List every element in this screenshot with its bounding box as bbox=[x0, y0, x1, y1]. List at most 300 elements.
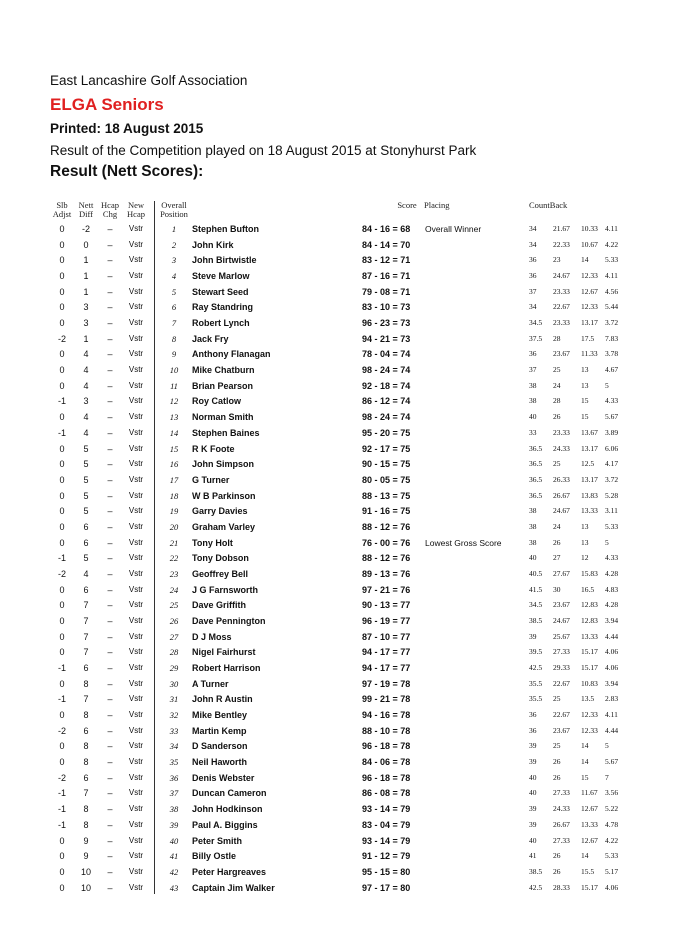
row-hcap-chg: – bbox=[107, 506, 113, 517]
countback-2: 26 bbox=[553, 851, 561, 861]
organisation-name: East Lancashire Golf Association bbox=[50, 73, 248, 88]
row-position: 21 bbox=[169, 537, 179, 548]
row-nett-diff: 5 bbox=[83, 474, 89, 485]
countback-2: 22.33 bbox=[553, 239, 570, 249]
row-new-hcap: Vstr bbox=[128, 741, 144, 751]
row-position: 29 bbox=[169, 663, 179, 674]
row-position: 30 bbox=[169, 678, 179, 689]
row-nett-diff: 8 bbox=[83, 819, 89, 830]
row-score: 84 - 06 = 78 bbox=[362, 757, 411, 768]
row-score: 83 - 04 = 79 bbox=[362, 819, 411, 830]
row-new-hcap: Vstr bbox=[128, 333, 144, 343]
row-new-hcap: Vstr bbox=[128, 835, 144, 845]
row-adjust: -2 bbox=[57, 772, 66, 783]
row-adjust: 0 bbox=[59, 851, 65, 862]
row-hcap-chg: – bbox=[107, 804, 113, 815]
row-hcap-chg: – bbox=[107, 851, 113, 862]
table-row bbox=[0, 505, 675, 521]
row-nett-diff: 10 bbox=[80, 882, 91, 893]
row-position: 34 bbox=[169, 741, 179, 752]
row-hcap-chg: – bbox=[107, 882, 113, 893]
row-nett-diff: 8 bbox=[83, 741, 89, 752]
row-position: 33 bbox=[169, 725, 179, 736]
row-adjust: 0 bbox=[59, 521, 65, 532]
table-row bbox=[0, 254, 675, 270]
row-nett-diff: 4 bbox=[83, 380, 89, 391]
row-score: 83 - 12 = 71 bbox=[362, 255, 411, 266]
countback-2: 30 bbox=[553, 584, 561, 594]
row-score: 88 - 13 = 75 bbox=[362, 490, 411, 501]
row-adjust: -1 bbox=[57, 819, 66, 830]
table-row bbox=[0, 348, 675, 364]
row-position: 5 bbox=[171, 286, 177, 297]
col-header-hcap-chg bbox=[99, 201, 121, 219]
countback-4: 4.56 bbox=[605, 286, 619, 296]
row-position: 42 bbox=[169, 866, 179, 877]
row-nett-diff: 7 bbox=[83, 616, 89, 626]
row-adjust: -1 bbox=[57, 788, 66, 799]
row-nett-diff: 5 bbox=[83, 506, 89, 517]
countback-2: 29.33 bbox=[553, 663, 570, 673]
countback-1: 34.5 bbox=[529, 600, 543, 610]
countback-2: 27.67 bbox=[553, 568, 570, 578]
row-position: 43 bbox=[169, 882, 179, 893]
player-name: D J Moss bbox=[192, 631, 232, 642]
player-name: Duncan Cameron bbox=[192, 788, 267, 799]
row-hcap-chg: – bbox=[107, 318, 113, 329]
row-adjust: 0 bbox=[59, 443, 65, 454]
row-adjust: 0 bbox=[59, 647, 65, 658]
row-position: 11 bbox=[170, 380, 178, 391]
table-row bbox=[0, 270, 675, 286]
player-name: Garry Davies bbox=[192, 506, 248, 517]
player-name: Dave Pennington bbox=[192, 616, 266, 626]
row-hcap-chg: – bbox=[107, 772, 113, 783]
countback-4: 5.28 bbox=[605, 490, 619, 500]
countback-2: 25 bbox=[553, 741, 561, 751]
row-score: 87 - 10 = 77 bbox=[362, 631, 411, 642]
row-position: 2 bbox=[171, 239, 177, 250]
page-title: ELGA Seniors bbox=[50, 95, 164, 114]
countback-1: 38 bbox=[529, 380, 537, 390]
row-score: 97 - 19 = 78 bbox=[362, 678, 411, 689]
player-name: Ray Standring bbox=[192, 302, 254, 313]
row-position: 14 bbox=[169, 427, 179, 438]
player-name: Captain Jim Walker bbox=[192, 882, 275, 893]
row-score: 93 - 14 = 79 bbox=[362, 804, 411, 815]
player-name: John R Austin bbox=[192, 694, 253, 705]
row-nett-diff: 4 bbox=[83, 349, 89, 360]
countback-3: 14 bbox=[581, 255, 589, 265]
row-score: 84 - 14 = 70 bbox=[362, 239, 411, 250]
table-row bbox=[0, 787, 675, 803]
row-hcap-chg: – bbox=[107, 427, 113, 438]
row-score: 96 - 23 = 73 bbox=[362, 318, 411, 329]
row-nett-diff: 1 bbox=[83, 333, 89, 344]
countback-3: 12.67 bbox=[581, 286, 598, 296]
col-header-nett-diff-text bbox=[75, 201, 97, 219]
countback-3: 13.17 bbox=[581, 318, 598, 328]
countback-2: 26 bbox=[553, 537, 561, 547]
table-row bbox=[0, 568, 675, 584]
row-nett-diff: 1 bbox=[83, 271, 89, 282]
player-name: John Hodkinson bbox=[192, 804, 263, 815]
row-hcap-chg: – bbox=[107, 239, 113, 250]
table-row bbox=[0, 286, 675, 302]
countback-1: 34 bbox=[529, 239, 537, 249]
countback-4: 5.22 bbox=[605, 804, 619, 814]
countback-3: 15.83 bbox=[581, 568, 598, 578]
countback-4: 4.17 bbox=[605, 459, 619, 469]
row-score: 84 - 16 = 68 bbox=[362, 224, 411, 234]
row-score: 88 - 12 = 76 bbox=[362, 521, 411, 532]
row-adjust: 0 bbox=[59, 365, 65, 376]
player-name: John Birtwistle bbox=[192, 255, 257, 266]
player-name: Jack Fry bbox=[192, 333, 229, 344]
row-adjust: 0 bbox=[59, 584, 65, 595]
countback-4: 3.56 bbox=[605, 788, 619, 798]
countback-2: 23.67 bbox=[553, 725, 570, 735]
countback-4: 5 bbox=[605, 741, 609, 751]
row-nett-diff: 5 bbox=[83, 443, 89, 454]
row-position: 35 bbox=[169, 757, 179, 768]
row-score: 99 - 21 = 78 bbox=[362, 694, 411, 705]
countback-2: 28 bbox=[553, 396, 561, 406]
table-row bbox=[0, 772, 675, 788]
countback-3: 14 bbox=[581, 851, 589, 861]
row-hcap-chg: – bbox=[107, 412, 113, 423]
row-adjust: -2 bbox=[57, 725, 66, 736]
countback-2: 28.33 bbox=[553, 882, 570, 892]
row-score: 89 - 13 = 76 bbox=[362, 568, 411, 579]
row-position: 28 bbox=[169, 647, 179, 658]
countback-2: 24 bbox=[553, 521, 561, 531]
countback-3: 13.83 bbox=[581, 490, 598, 500]
countback-4: 5 bbox=[605, 380, 609, 390]
countback-2: 22.67 bbox=[553, 710, 570, 720]
table-row bbox=[0, 819, 675, 835]
table-row bbox=[0, 521, 675, 537]
countback-1: 36.5 bbox=[529, 459, 543, 469]
col-header-nett-diff bbox=[75, 201, 97, 219]
table-row bbox=[0, 662, 675, 678]
row-score: 93 - 14 = 79 bbox=[362, 835, 411, 846]
row-new-hcap: Vstr bbox=[128, 459, 144, 469]
row-hcap-chg: – bbox=[107, 443, 113, 454]
row-score: 94 - 16 = 78 bbox=[362, 710, 411, 721]
countback-1: 34 bbox=[529, 302, 537, 312]
row-hcap-chg: – bbox=[107, 553, 113, 564]
countback-2: 25 bbox=[553, 365, 561, 375]
player-name: Nigel Fairhurst bbox=[192, 647, 256, 658]
row-score: 76 - 00 = 76 bbox=[362, 537, 411, 548]
row-hcap-chg: – bbox=[107, 286, 113, 297]
row-position: 24 bbox=[169, 584, 179, 595]
row-new-hcap: Vstr bbox=[128, 772, 144, 782]
row-hcap-chg: – bbox=[107, 788, 113, 799]
countback-4: 4.22 bbox=[605, 239, 619, 249]
row-position: 8 bbox=[171, 333, 177, 344]
row-position: 27 bbox=[169, 631, 179, 642]
player-name: Martin Kemp bbox=[192, 725, 247, 736]
row-nett-diff: 7 bbox=[83, 600, 89, 611]
countback-4: 4.33 bbox=[605, 553, 619, 563]
row-nett-diff: 3 bbox=[83, 396, 89, 407]
row-adjust: -1 bbox=[57, 804, 66, 815]
player-name: Brian Pearson bbox=[192, 380, 254, 391]
row-position: 25 bbox=[169, 600, 179, 611]
row-new-hcap: Vstr bbox=[128, 396, 144, 406]
row-adjust: -1 bbox=[57, 663, 66, 674]
row-nett-diff: 5 bbox=[83, 459, 89, 470]
col-header-line: Slb bbox=[56, 200, 68, 210]
row-hcap-chg: – bbox=[107, 365, 113, 376]
row-position: 31 bbox=[169, 694, 179, 705]
countback-4: 4.28 bbox=[605, 600, 619, 610]
row-hcap-chg: – bbox=[107, 600, 113, 611]
row-nett-diff: -2 bbox=[81, 224, 90, 234]
row-score: 98 - 24 = 74 bbox=[362, 365, 411, 376]
row-new-hcap: Vstr bbox=[128, 663, 144, 673]
row-nett-diff: 4 bbox=[83, 412, 89, 423]
row-hcap-chg: – bbox=[107, 302, 113, 313]
row-position: 4 bbox=[171, 271, 177, 282]
row-position: 12 bbox=[169, 396, 179, 407]
row-hcap-chg: – bbox=[107, 663, 113, 674]
row-position: 32 bbox=[169, 710, 179, 721]
row-new-hcap: Vstr bbox=[128, 553, 144, 563]
countback-2: 24.33 bbox=[553, 443, 570, 453]
row-position: 19 bbox=[169, 506, 179, 517]
row-hcap-chg: – bbox=[107, 819, 113, 830]
countback-3: 10.67 bbox=[581, 239, 598, 249]
countback-2: 22.67 bbox=[553, 678, 570, 688]
player-name: Peter Smith bbox=[192, 835, 243, 846]
row-nett-diff: 4 bbox=[83, 568, 89, 579]
row-new-hcap: Vstr bbox=[128, 349, 144, 359]
row-nett-diff: 10 bbox=[80, 866, 91, 877]
countback-3: 11.67 bbox=[581, 788, 598, 798]
table-row bbox=[0, 458, 675, 474]
countback-1: 38.5 bbox=[529, 616, 543, 625]
countback-3: 12.33 bbox=[581, 710, 598, 720]
row-adjust: 0 bbox=[59, 757, 65, 768]
row-nett-diff: 6 bbox=[83, 725, 89, 736]
countback-1: 38 bbox=[529, 537, 537, 547]
countback-1: 36 bbox=[529, 710, 537, 720]
row-new-hcap: Vstr bbox=[128, 616, 144, 625]
countback-2: 24.33 bbox=[553, 804, 570, 814]
countback-2: 23.67 bbox=[553, 349, 570, 359]
countback-4: 4.83 bbox=[605, 584, 619, 594]
row-adjust: 0 bbox=[59, 616, 65, 626]
countback-3: 13.33 bbox=[581, 631, 598, 641]
row-nett-diff: 1 bbox=[83, 255, 89, 266]
countback-3: 12.33 bbox=[581, 725, 598, 735]
player-name: R K Foote bbox=[192, 443, 235, 454]
row-position: 20 bbox=[169, 521, 179, 532]
countback-1: 39 bbox=[529, 631, 537, 641]
row-hcap-chg: – bbox=[107, 380, 113, 391]
countback-2: 24.67 bbox=[553, 616, 570, 625]
countback-3: 12.83 bbox=[581, 600, 598, 610]
row-new-hcap: Vstr bbox=[128, 568, 144, 578]
col-header-line: Adjst bbox=[52, 209, 72, 219]
countback-4: 6.06 bbox=[605, 443, 619, 453]
row-placing: Overall Winner bbox=[425, 224, 482, 234]
row-nett-diff: 5 bbox=[83, 553, 89, 564]
row-adjust: 0 bbox=[59, 224, 65, 234]
row-position: 41 bbox=[169, 851, 179, 862]
row-new-hcap: Vstr bbox=[128, 427, 144, 437]
countback-3: 15 bbox=[581, 772, 589, 782]
countback-2: 25.67 bbox=[553, 631, 570, 641]
row-nett-diff: 8 bbox=[83, 804, 89, 815]
row-position: 9 bbox=[171, 349, 177, 360]
row-nett-diff: 6 bbox=[83, 663, 89, 674]
countback-1: 40 bbox=[529, 835, 537, 845]
row-adjust: -2 bbox=[57, 333, 66, 344]
countback-1: 36 bbox=[529, 725, 537, 735]
countback-3: 13.5 bbox=[581, 694, 595, 704]
row-score: 90 - 13 = 77 bbox=[362, 600, 411, 611]
row-nett-diff: 9 bbox=[83, 851, 89, 862]
countback-2: 26 bbox=[553, 772, 561, 782]
row-new-hcap: Vstr bbox=[128, 521, 144, 531]
countback-2: 25 bbox=[553, 694, 561, 704]
row-new-hcap: Vstr bbox=[128, 302, 144, 312]
row-score: 94 - 17 = 77 bbox=[362, 647, 411, 658]
table-row bbox=[0, 850, 675, 866]
row-score: 91 - 16 = 75 bbox=[362, 506, 411, 517]
row-adjust: 0 bbox=[59, 412, 65, 423]
row-nett-diff: 6 bbox=[83, 584, 89, 595]
countback-2: 26.33 bbox=[553, 474, 570, 484]
row-new-hcap: Vstr bbox=[128, 710, 144, 720]
countback-1: 34 bbox=[529, 224, 537, 233]
row-nett-diff: 0 bbox=[83, 239, 89, 250]
col-header-new-hcap-text bbox=[124, 201, 148, 219]
countback-2: 26.67 bbox=[553, 819, 570, 829]
table-row bbox=[0, 380, 675, 396]
countback-3: 12.33 bbox=[581, 271, 598, 281]
countback-1: 38.5 bbox=[529, 866, 543, 876]
countback-1: 38 bbox=[529, 506, 537, 516]
table-row bbox=[0, 333, 675, 349]
table-row bbox=[0, 427, 675, 443]
countback-1: 36 bbox=[529, 349, 537, 359]
countback-4: 4.06 bbox=[605, 647, 619, 657]
col-header-position-text bbox=[156, 201, 192, 219]
row-adjust: -1 bbox=[57, 694, 66, 705]
col-header-countback: CountBack bbox=[529, 200, 568, 210]
countback-1: 36.5 bbox=[529, 474, 543, 484]
countback-1: 36.5 bbox=[529, 490, 543, 500]
countback-2: 23.33 bbox=[553, 427, 570, 437]
row-hcap-chg: – bbox=[107, 584, 113, 595]
table-row bbox=[0, 882, 675, 898]
countback-4: 5.33 bbox=[605, 255, 619, 265]
row-adjust: 0 bbox=[59, 474, 65, 485]
player-name: W B Parkinson bbox=[192, 490, 256, 501]
row-hcap-chg: – bbox=[107, 537, 113, 548]
countback-4: 3.94 bbox=[605, 616, 619, 625]
table-row bbox=[0, 317, 675, 333]
countback-3: 12.67 bbox=[581, 835, 598, 845]
countback-4: 3.89 bbox=[605, 427, 619, 437]
row-new-hcap: Vstr bbox=[128, 647, 144, 657]
countback-4: 4.22 bbox=[605, 835, 619, 845]
countback-3: 12.83 bbox=[581, 616, 598, 625]
countback-3: 15.17 bbox=[581, 882, 598, 892]
countback-4: 3.78 bbox=[605, 349, 619, 359]
player-name: Tony Dobson bbox=[192, 553, 249, 564]
row-hcap-chg: – bbox=[107, 647, 113, 658]
countback-1: 40 bbox=[529, 788, 537, 798]
countback-3: 12.67 bbox=[581, 804, 598, 814]
countback-1: 37.5 bbox=[529, 333, 543, 343]
row-position: 23 bbox=[169, 568, 179, 579]
countback-4: 5.67 bbox=[605, 757, 619, 767]
row-adjust: -1 bbox=[57, 427, 66, 438]
countback-3: 12.33 bbox=[581, 302, 598, 312]
col-header-adjust bbox=[50, 201, 74, 219]
countback-4: 3.11 bbox=[605, 506, 618, 516]
player-name: Stewart Seed bbox=[192, 286, 249, 297]
player-name: Dave Griffith bbox=[192, 600, 247, 611]
row-hcap-chg: – bbox=[107, 521, 113, 532]
countback-4: 4.78 bbox=[605, 819, 619, 829]
col-header-line: Nett bbox=[78, 200, 94, 210]
row-adjust: -2 bbox=[57, 568, 66, 579]
row-new-hcap: Vstr bbox=[128, 255, 144, 265]
row-position: 36 bbox=[169, 772, 179, 783]
countback-1: 40.5 bbox=[529, 568, 543, 578]
countback-4: 5 bbox=[605, 537, 609, 547]
countback-1: 42.5 bbox=[529, 882, 543, 892]
table-row bbox=[0, 490, 675, 506]
row-nett-diff: 3 bbox=[83, 302, 89, 313]
row-new-hcap: Vstr bbox=[128, 239, 144, 249]
countback-4: 3.94 bbox=[605, 678, 619, 688]
table-row bbox=[0, 740, 675, 756]
countback-1: 41 bbox=[529, 851, 537, 861]
row-position: 26 bbox=[169, 616, 179, 626]
row-nett-diff: 7 bbox=[83, 647, 89, 658]
countback-3: 13.33 bbox=[581, 506, 598, 516]
row-score: 79 - 08 = 71 bbox=[362, 286, 411, 297]
row-score: 83 - 10 = 73 bbox=[362, 302, 411, 313]
row-hcap-chg: – bbox=[107, 568, 113, 579]
player-name: Roy Catlow bbox=[192, 396, 242, 407]
row-new-hcap: Vstr bbox=[128, 725, 144, 735]
row-placing: Lowest Gross Score bbox=[425, 537, 502, 548]
countback-3: 15.5 bbox=[581, 866, 595, 876]
countback-4: 5.17 bbox=[605, 866, 619, 876]
row-score: 86 - 08 = 78 bbox=[362, 788, 411, 799]
row-hcap-chg: – bbox=[107, 678, 113, 689]
row-new-hcap: Vstr bbox=[128, 631, 144, 641]
countback-4: 5.33 bbox=[605, 521, 619, 531]
col-header-score: Score bbox=[397, 200, 417, 210]
countback-3: 11.33 bbox=[581, 349, 598, 359]
player-name: Mike Chatburn bbox=[192, 365, 255, 376]
row-score: 91 - 12 = 79 bbox=[362, 851, 411, 862]
countback-4: 5.67 bbox=[605, 412, 619, 422]
countback-2: 26.67 bbox=[553, 490, 570, 500]
countback-4: 4.06 bbox=[605, 882, 619, 892]
countback-4: 4.06 bbox=[605, 663, 619, 673]
